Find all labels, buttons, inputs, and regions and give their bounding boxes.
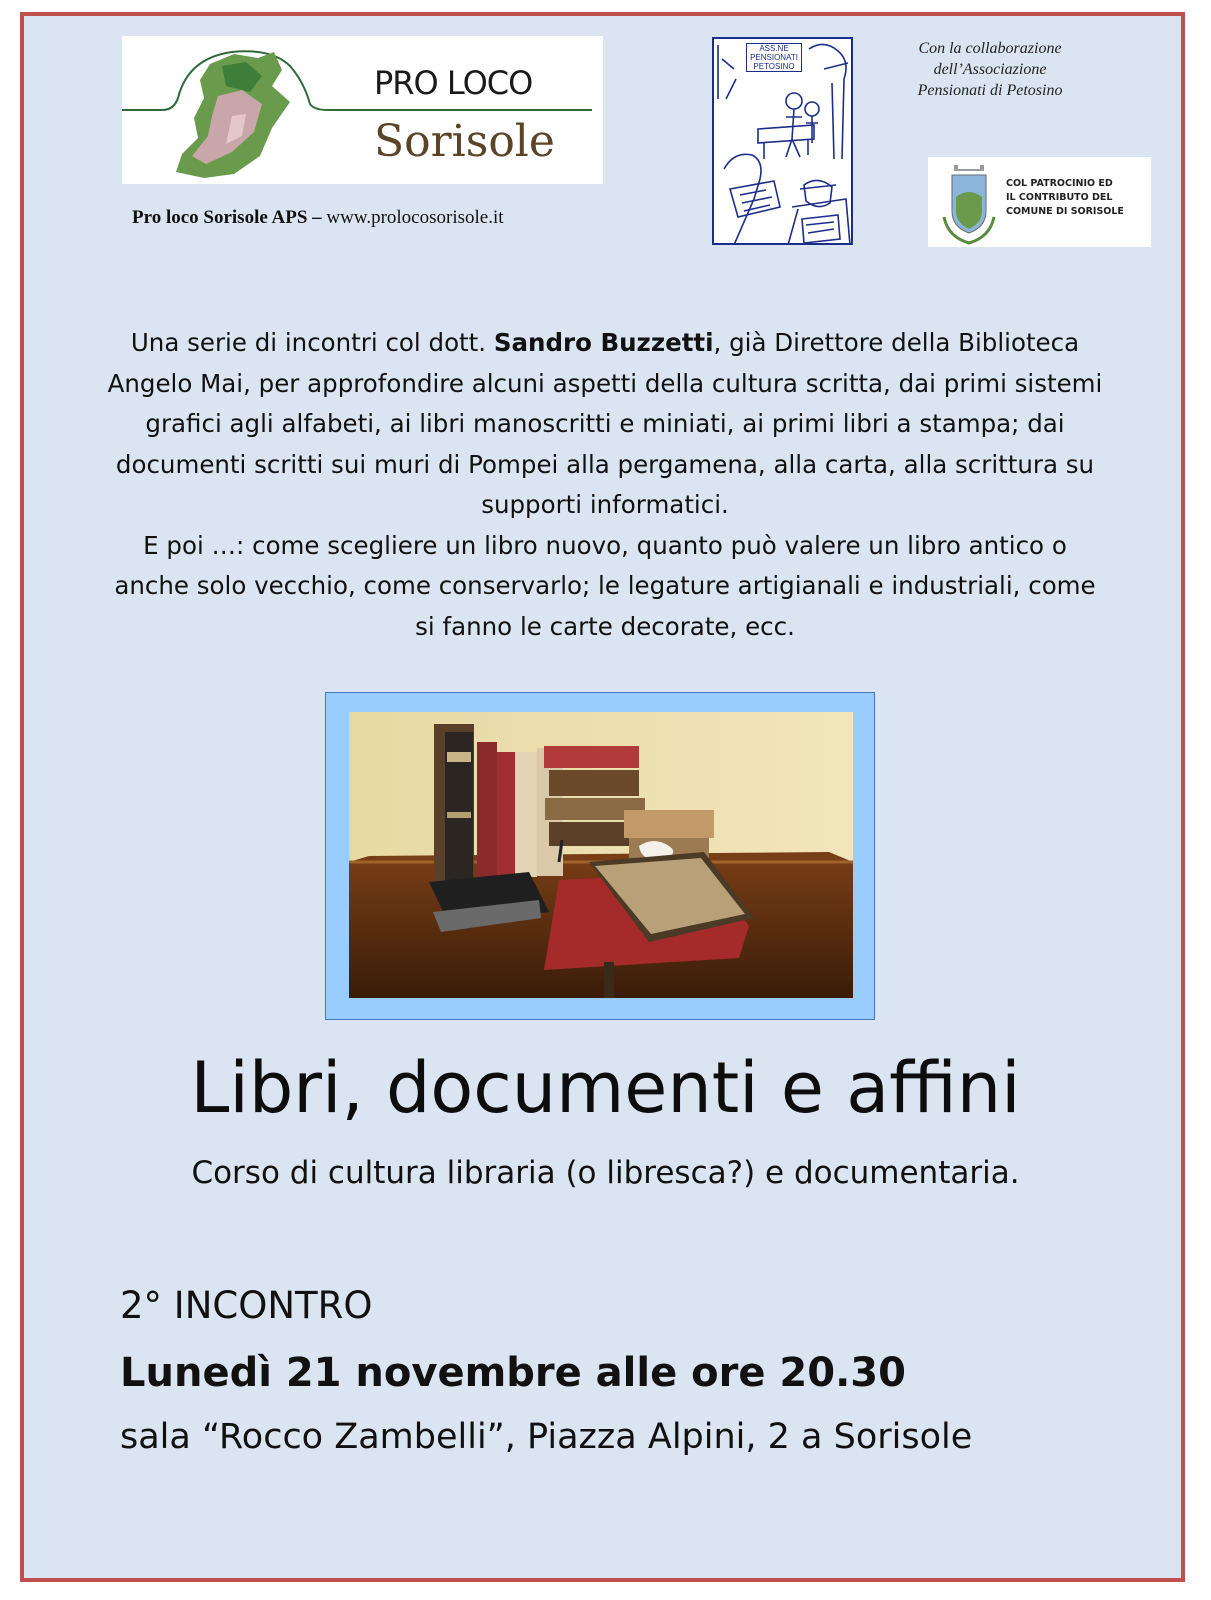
collaboration-line-1: Con la collaborazione	[918, 40, 1062, 57]
books-on-desk-image	[349, 712, 853, 998]
collaboration-line-2: dell’Associazione	[933, 61, 1047, 78]
meeting-number: 2° INCONTRO	[120, 1284, 373, 1327]
patronage-text	[1006, 177, 1124, 219]
municipal-crest-icon	[934, 157, 1004, 247]
patronage-line-2: IL CONTRIBUTO DEL	[1006, 192, 1113, 203]
proloco-logo	[122, 36, 603, 184]
proloco-name: Pro loco Sorisole APS –	[132, 207, 322, 228]
proloco-title: PRO LOCO	[374, 64, 533, 102]
proloco-url: www.prolocosorisole.it	[326, 207, 504, 228]
speaker-name: Sandro Buzzetti	[493, 328, 714, 357]
books-photo-frame	[325, 692, 875, 1020]
event-title: Libri, documenti e affini	[190, 1047, 1021, 1129]
description-paragraph-1	[105, 323, 1105, 526]
description-intro: Una serie di incontri col dott.	[130, 328, 494, 357]
patronage-logo	[928, 157, 1151, 247]
pensionati-logo	[712, 37, 853, 245]
patronage-line-1: COL PATROCINIO ED	[1006, 178, 1113, 189]
pensionati-label: ASS.NE PENSIONATI PETOSINO	[746, 43, 802, 72]
description-paragraph-2: E poi …: come scegliere un libro nuovo, quanto può valere un libro antico o anche solo vecchio, come conservarlo; le legature artigianali e industriali, come si fanno le carte decorate, ecc.	[114, 530, 1096, 641]
books-photo	[349, 712, 853, 998]
proloco-caption	[132, 207, 504, 229]
event-subtitle: Corso di cultura libraria (o libresca?) e documentaria.	[191, 1155, 1020, 1191]
patronage-line-3: COMUNE DI SORISOLE	[1006, 206, 1124, 217]
collaboration-note	[900, 38, 1080, 101]
collaboration-line-3: Pensionati di Petosino	[917, 82, 1063, 99]
event-datetime: Lunedì 21 novembre alle ore 20.30	[120, 1350, 906, 1396]
description-body: , già Direttore della Biblioteca Angelo Mai, per approfondire alcuni aspetti della cultura scritta, dai primi sistemi grafici agli alfabeti, ai libri manoscritti e miniati, ai primi libri a stampa; dai documenti scritti sui muri di Pompei alla pergamena, alla carta, alla scrittura su supporti informatici.	[107, 328, 1103, 519]
course-description	[105, 323, 1105, 647]
event-venue: sala “Rocco Zambelli”, Piazza Alpini, 2 a Sorisole	[120, 1417, 973, 1457]
proloco-subtitle: Sorisole	[374, 116, 555, 167]
